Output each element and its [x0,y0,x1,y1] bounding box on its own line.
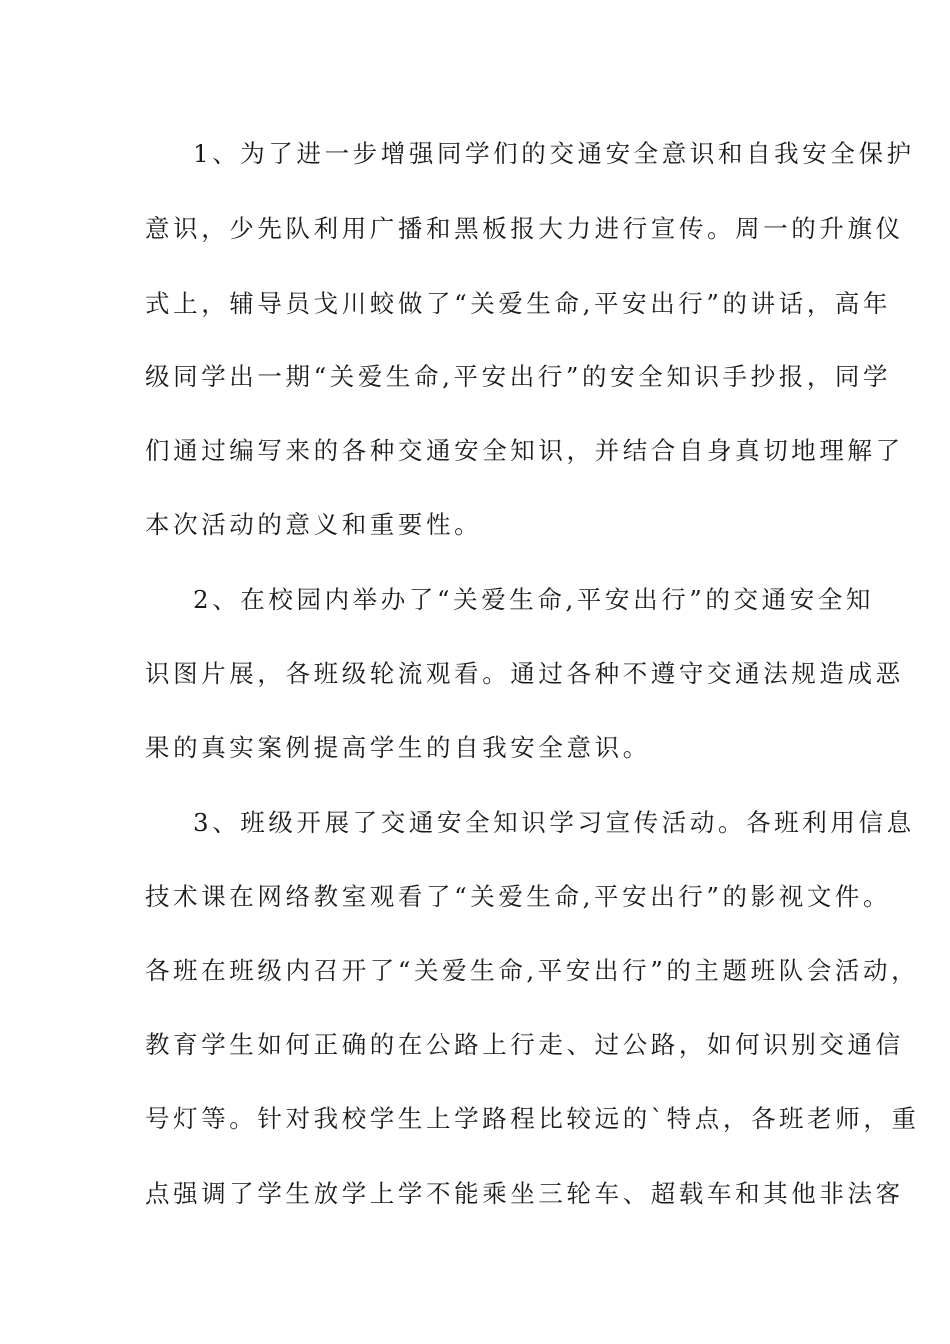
paragraph-2-line-3: 果的真实案例提高学生的自我安全意识。 [145,733,651,762]
paragraph-1-line-5: 们通过编写来的各种交通安全知识，并结合自身真切地理解了 [145,436,904,465]
paragraph-3-line-3: 各班在班级内召开了“关爱生命,平安出行”的主题班队会活动， [145,956,920,985]
paragraph-3-line-6: 点强调了学生放学上学不能乘坐三轮车、超载车和其他非法客 [145,1179,904,1208]
paragraph-3-line-5: 号灯等。针对我校学生上学路程比较远的`特点，各班老师，重 [145,1104,920,1133]
paragraph-2-line-1: 2、在校园内举办了“关爱生命,平安出行”的交通安全知 [193,585,875,614]
paragraph-3-line-4: 教育学生如何正确的在公路上行走、过公路，如何识别交通信 [145,1030,904,1059]
paragraph-1-line-1: 1、为了进一步增强同学们的交通安全意识和自我安全保护 [193,139,915,168]
paragraph-1-line-6: 本次活动的意义和重要性。 [145,510,483,539]
paragraph-3-line-1: 3、班级开展了交通安全知识学习宣传活动。各班利用信息 [193,808,915,837]
paragraph-1-line-2: 意识，少先队利用广播和黑板报大力进行宣传。周一的升旗仪 [145,214,904,243]
paragraph-2-line-2: 识图片展，各班级轮流观看。通过各种不遵守交通法规造成恶 [145,659,904,688]
paragraph-3-line-2: 技术课在网络教室观看了“关爱生命,平安出行”的影视文件。 [145,882,892,911]
paragraph-1-line-3: 式上，辅导员戈川蛟做了“关爱生命,平安出行”的讲话，高年 [145,289,892,318]
paragraph-1-line-4: 级同学出一期“关爱生命,平安出行”的安全知识手抄报，同学 [145,362,892,391]
